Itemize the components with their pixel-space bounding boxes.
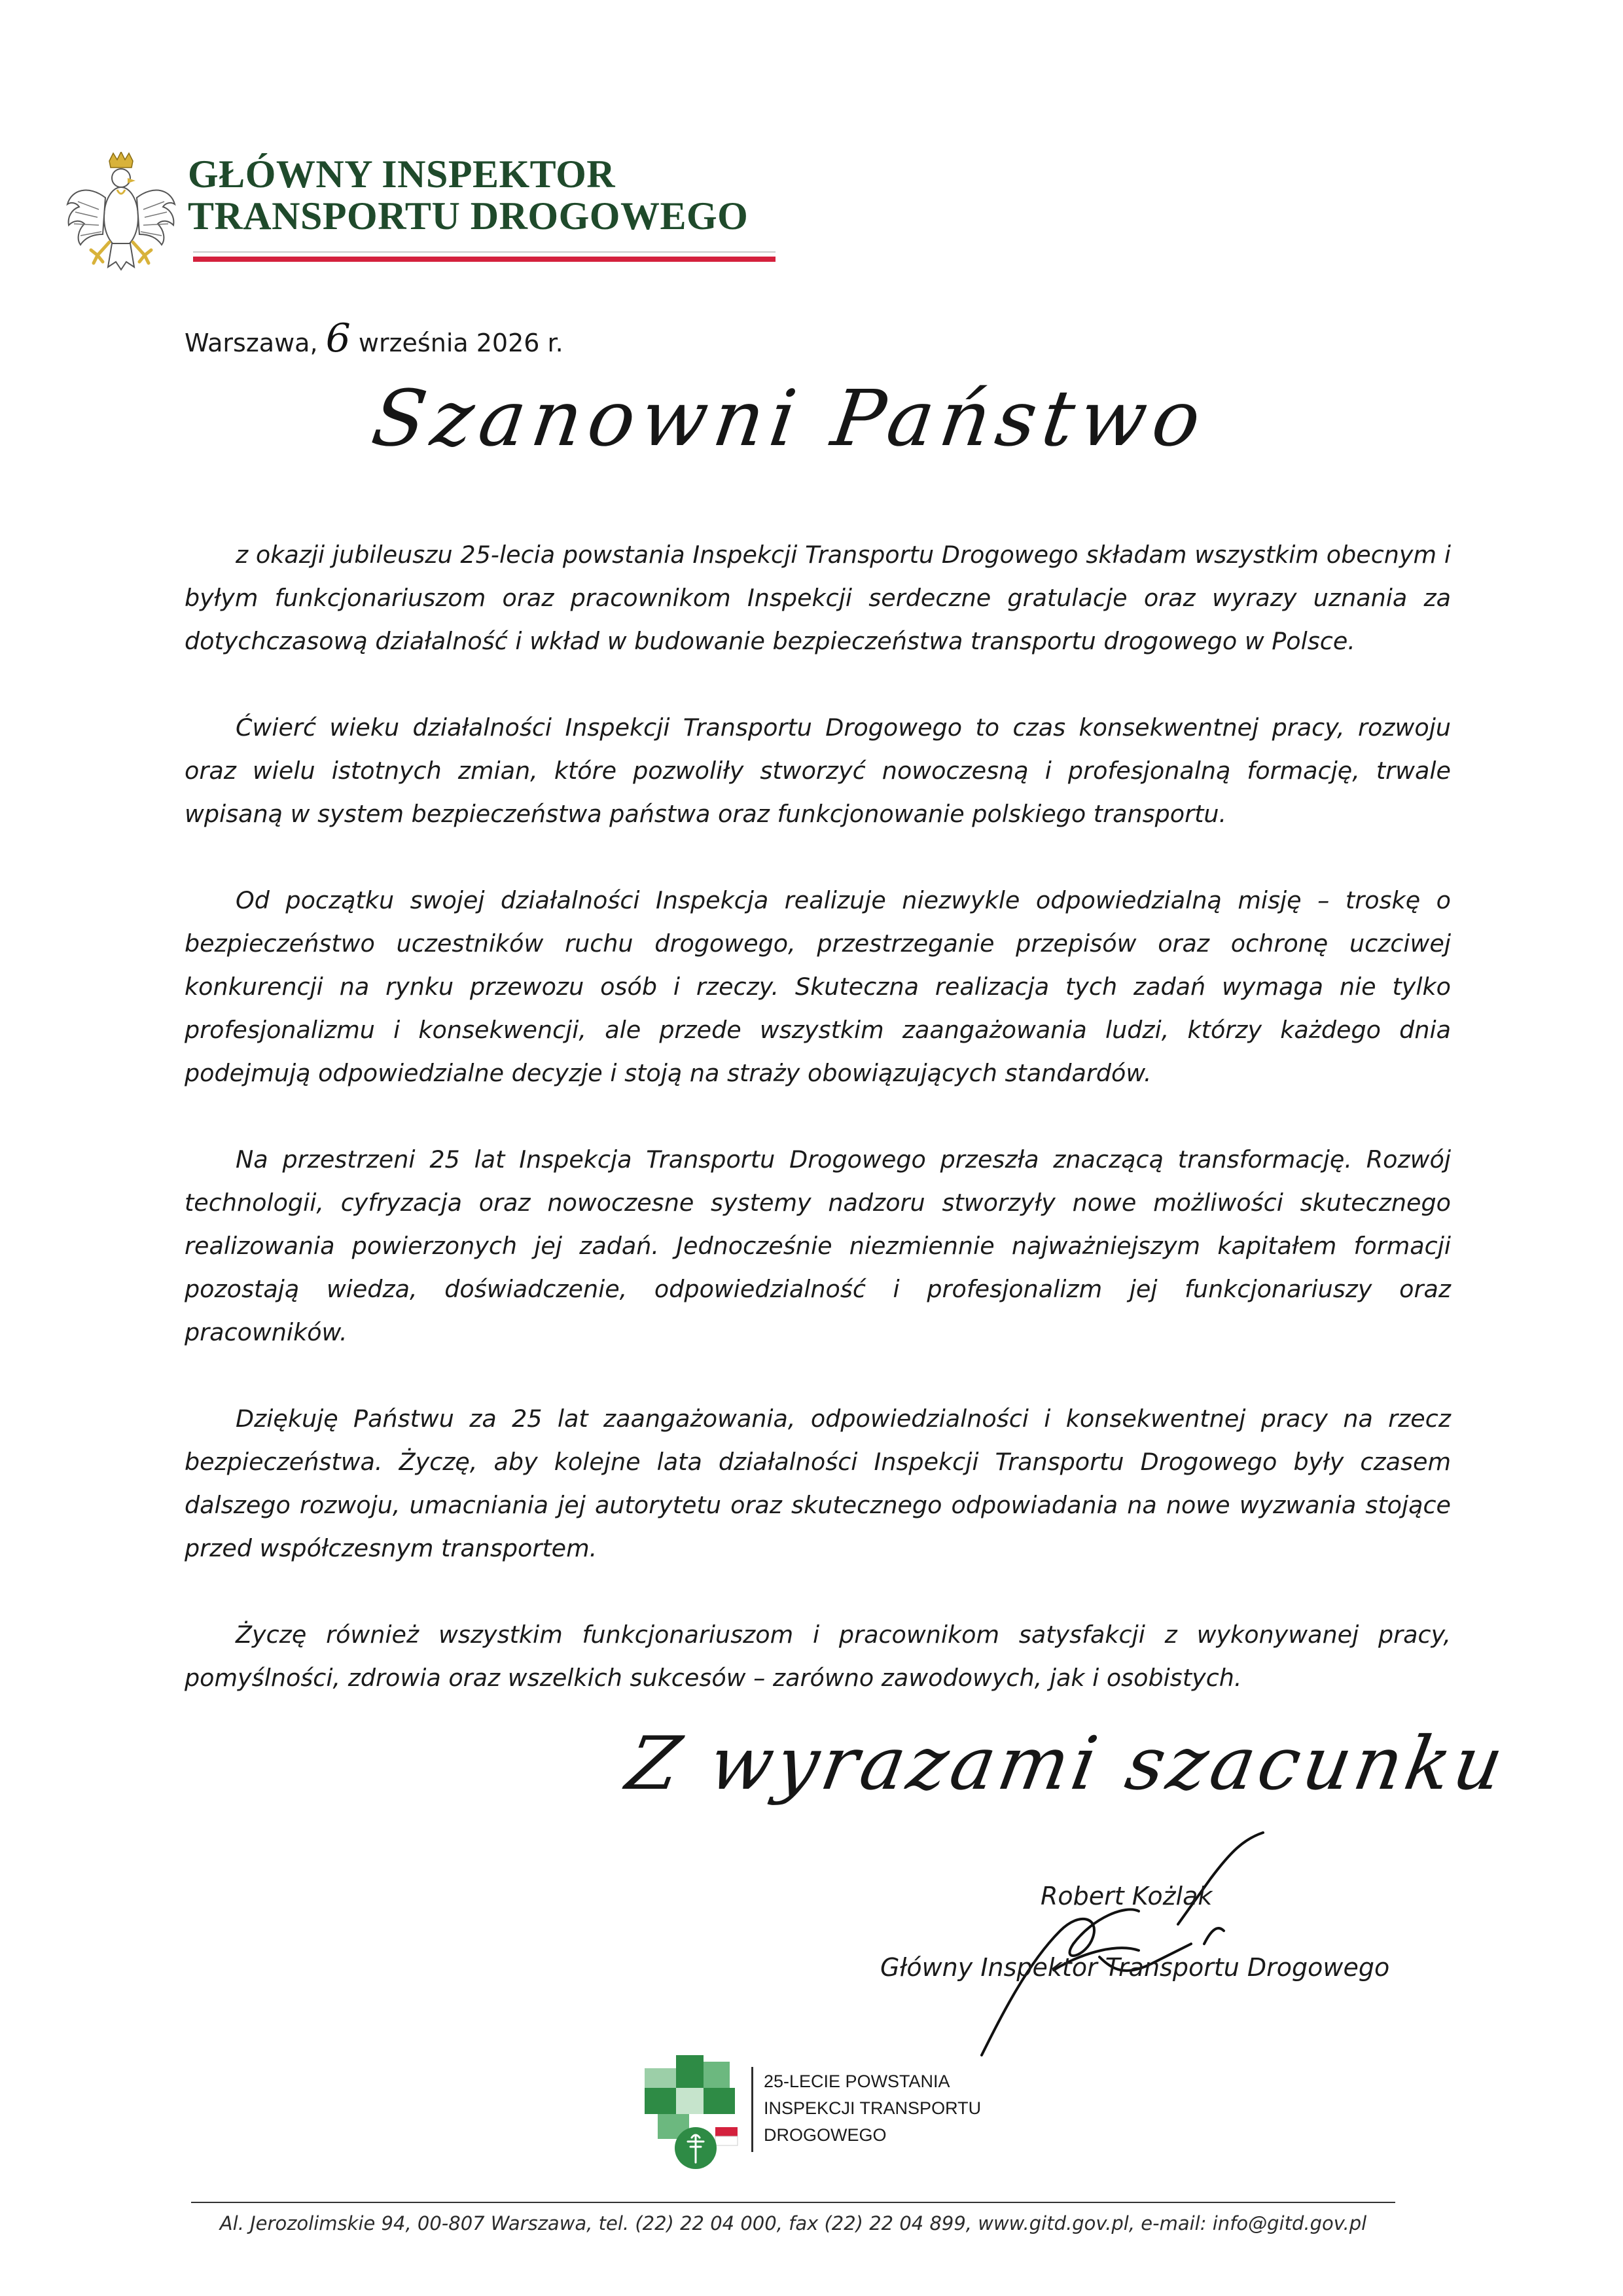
handwritten-signature [903,1820,1322,2068]
letter-body [185,533,1451,1743]
body-paragraph-2: Ćwierć wieku działalności Inspekcji Transportu Drogowego to czas konsekwentnej pracy, rozwoju oraz wielu istotnych zmian, które pozwoliły stworzyć nowoczesną i profesjonalną formację, trwale wpisaną w system bezpieczeństwa państwa oraz funkcjonowanie polskiego transportu. [185,713,1451,828]
anniversary-emblem-icon [645,2055,743,2179]
body-paragraph-6: Życzę również wszystkim funkcjonariuszom i pracownikom satysfakcji z wykonywanej pracy, pomyślności, zdrowia oraz wszelkich sukcesów – zarówno zawodowych, jak i osobistych. [185,1621,1451,1692]
flag-stripe [193,251,776,262]
body-paragraph-1: z okazji jubileuszu 25-lecia powstania Inspekcji Transportu Drogowego składam wszystkim obecnym i byłym funkcjonariuszom oraz pracownikom Inspekcji serdeczne gratulacje oraz wyrazy uznania za dotychczasową działalność i wkład w budowanie bezpieczeństwa transportu drogowego w Polsce. [185,541,1451,655]
date-prefix: Warszawa, [185,329,318,357]
institution-name-line2: TRANSPORTU DROGOWEGO [188,194,749,238]
logo-text-line1: 25-LECIE POWSTANIA [764,2072,950,2091]
logo-divider [751,2067,753,2152]
footer-contact-info: Al. Jerozolimskie 94, 00-807 Warszawa, tel. (22) 22 04 000, fax (22) 22 04 899, www.gitd.gov.pl, e-mail: info@gitd.gov.pl [219,2212,1367,2234]
body-paragraph-5: Dziękuję Państwu za 25 lat zaangażowania, odpowiedzialności i konsekwentnej pracy na rzecz bezpieczeństwa. Życzę, aby kolejne lata działalności Inspekcji Transportu Drogowego były czasem dalszego rozwoju, umacniania jej autorytetu oraz skutecznego odpowiadania na nowe wyzwania stojące przed współczesnym transportem. [185,1405,1451,1562]
anniversary-logo [645,2055,985,2179]
signatory-name: Robert Kożlak [1041,1882,1213,1910]
body-paragraph-3: Od początku swojej działalności Inspekcja realizuje niezwykle odpowiedzialną misję – troskę o bezpieczeństwo uczestników ruchu drogowego, przestrzeganie przepisów oraz ochronę uczciwej konkurencji na rynku przewozu osób i rzeczy. Skuteczna realizacja tych zadań wymaga nie tylko profesjonalizmu i konsekwencji, ale przede wszystkim zaangażowania ludzi, którzy każdego dnia podejmują odpowiedzialne decyzje i stoją na straży obowiązujących standardów. [185,886,1451,1087]
body-paragraph-4: Na przestrzeni 25 lat Inspekcja Transportu Drogowego przeszła znaczącą transformację. Rozwój technologii, cyfryzacja oraz nowoczesne systemy nadzoru stworzyły nowe możliwości skutecznego realizowania powierzonych jej zadań. Jednocześnie niezmiennie najważniejszym kapitałem formacji pozostają wiedza, doświadczenie, odpowiedzialność i profesjonalizm jej funkcjonariuszy oraz pracowników. [185,1145,1451,1346]
date-line [185,315,563,361]
date-day-handwritten: 6 [325,315,351,361]
logo-text-line3: DROGOWEGO [764,2125,887,2145]
date-suffix: września 2026 r. [358,329,563,357]
institution-name-line1: GŁÓWNY INSPEKTOR [188,152,616,196]
letterhead [62,145,749,276]
handwritten-salutation: Szanowni Państwo [366,373,1213,463]
footer-divider [191,2202,1395,2203]
logo-text-line2: INSPEKCJI TRANSPORTU [764,2098,982,2118]
signatory-role: Główny Inspektor Transportu Drogowego [880,1953,1390,1982]
handwritten-closing: Z wyrazami szacunku [620,1721,1513,1806]
institution-name [188,153,748,237]
anniversary-logo-text [764,2068,981,2149]
polish-eagle-emblem-icon [62,152,180,283]
flag-stripe-red [193,257,776,262]
flag-stripe-white [193,251,776,257]
